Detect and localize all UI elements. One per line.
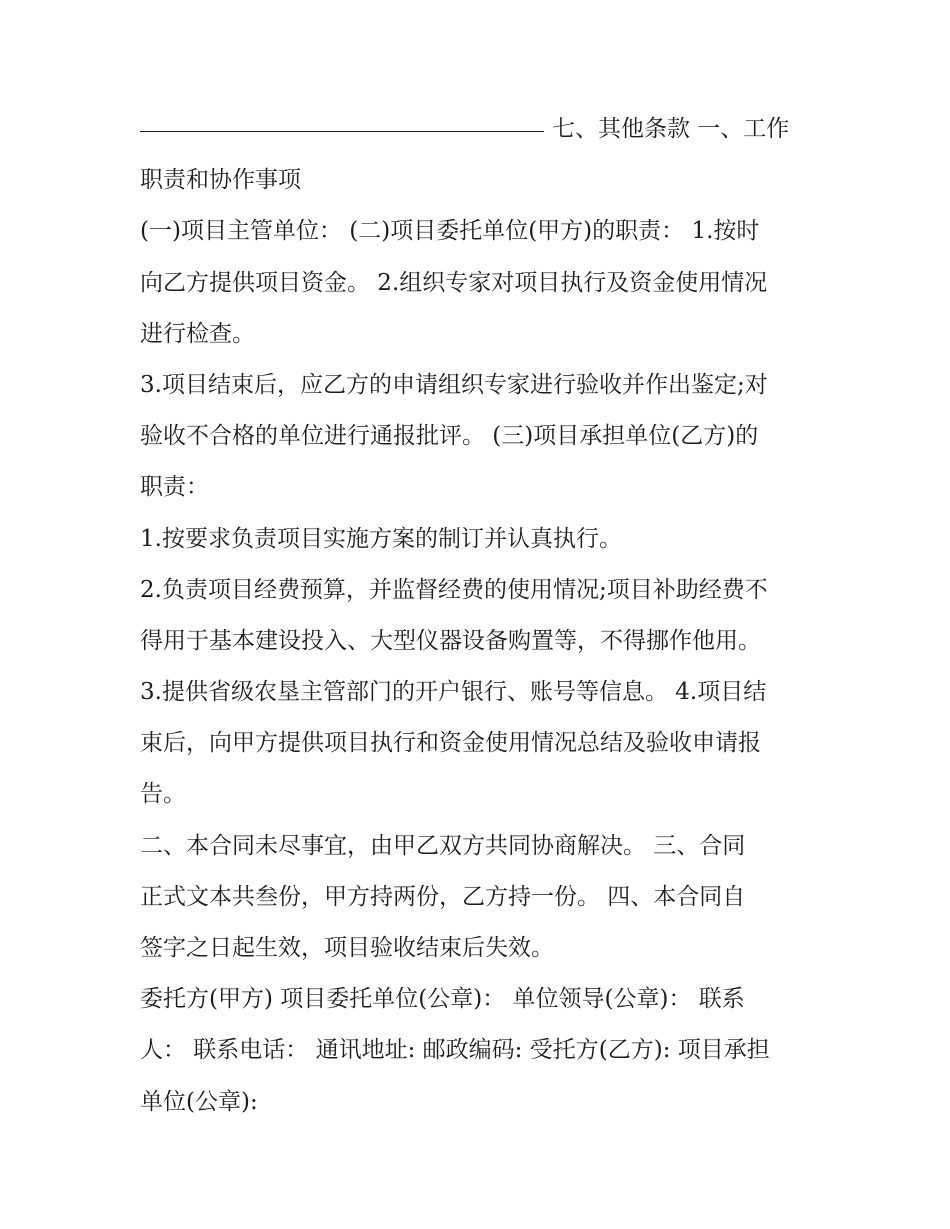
text-segment: 七、其他条款 一、工作 — [552, 116, 790, 142]
text-line: 进行检查。 — [140, 320, 255, 347]
text-line: 2.负责项目经费预算，并监督经费的使用情况;项目补助经费不 — [140, 576, 768, 603]
text-line: 得用于基本建设投入、大型仪器设备购置等，不得挪作他用。 — [140, 627, 761, 654]
text-line: 1.按要求负责项目实施方案的制订并认真执行。 — [140, 525, 622, 552]
text-line: (一)项目主管单位： (二)项目委托单位(甲方)的职责： 1.按时 — [140, 218, 760, 245]
text-line: 职责： — [140, 474, 209, 501]
text-line: 委托方(甲方) 项目委托单位(公章)： 单位领导(公章)： 联系 — [140, 986, 745, 1013]
text-line: 束后，向甲方提供项目执行和资金使用情况总结及验收申请报 — [140, 730, 761, 757]
text-line: 二、本合同未尽事宜，由甲乙双方共同协商解决。 三、合同 — [140, 832, 746, 859]
text-line: 告。 — [140, 781, 186, 808]
text-line — [140, 104, 812, 155]
text-line: 验收不合格的单位进行通报批评。 (三)项目承担单位(乙方)的 — [140, 423, 759, 450]
text-line: 3.项目结束后，应乙方的申请组织专家进行验收并作出鉴定;对 — [140, 371, 768, 398]
text-line: 单位(公章): — [140, 1088, 258, 1115]
fill-in-blank-line — [140, 130, 544, 132]
text-line: 向乙方提供项目资金。 2.组织专家对项目执行及资金使用情况 — [140, 269, 768, 296]
text-line: 职责和协作事项 — [140, 167, 301, 194]
text-line: 正式文本共叁份，甲方持两份，乙方持一份。 四、本合同自 — [140, 883, 746, 910]
text-line: 3.提供省级农垦主管部门的开户银行、账号等信息。 4.项目结 — [140, 679, 767, 706]
text-line: 人： 联系电话： 通讯地址: 邮政编码: 受托方(乙方): 项目承担 — [140, 1037, 770, 1064]
text-line: 签字之日起生效，项目验收结束后失效。 — [140, 935, 554, 961]
document-body — [140, 104, 812, 1128]
